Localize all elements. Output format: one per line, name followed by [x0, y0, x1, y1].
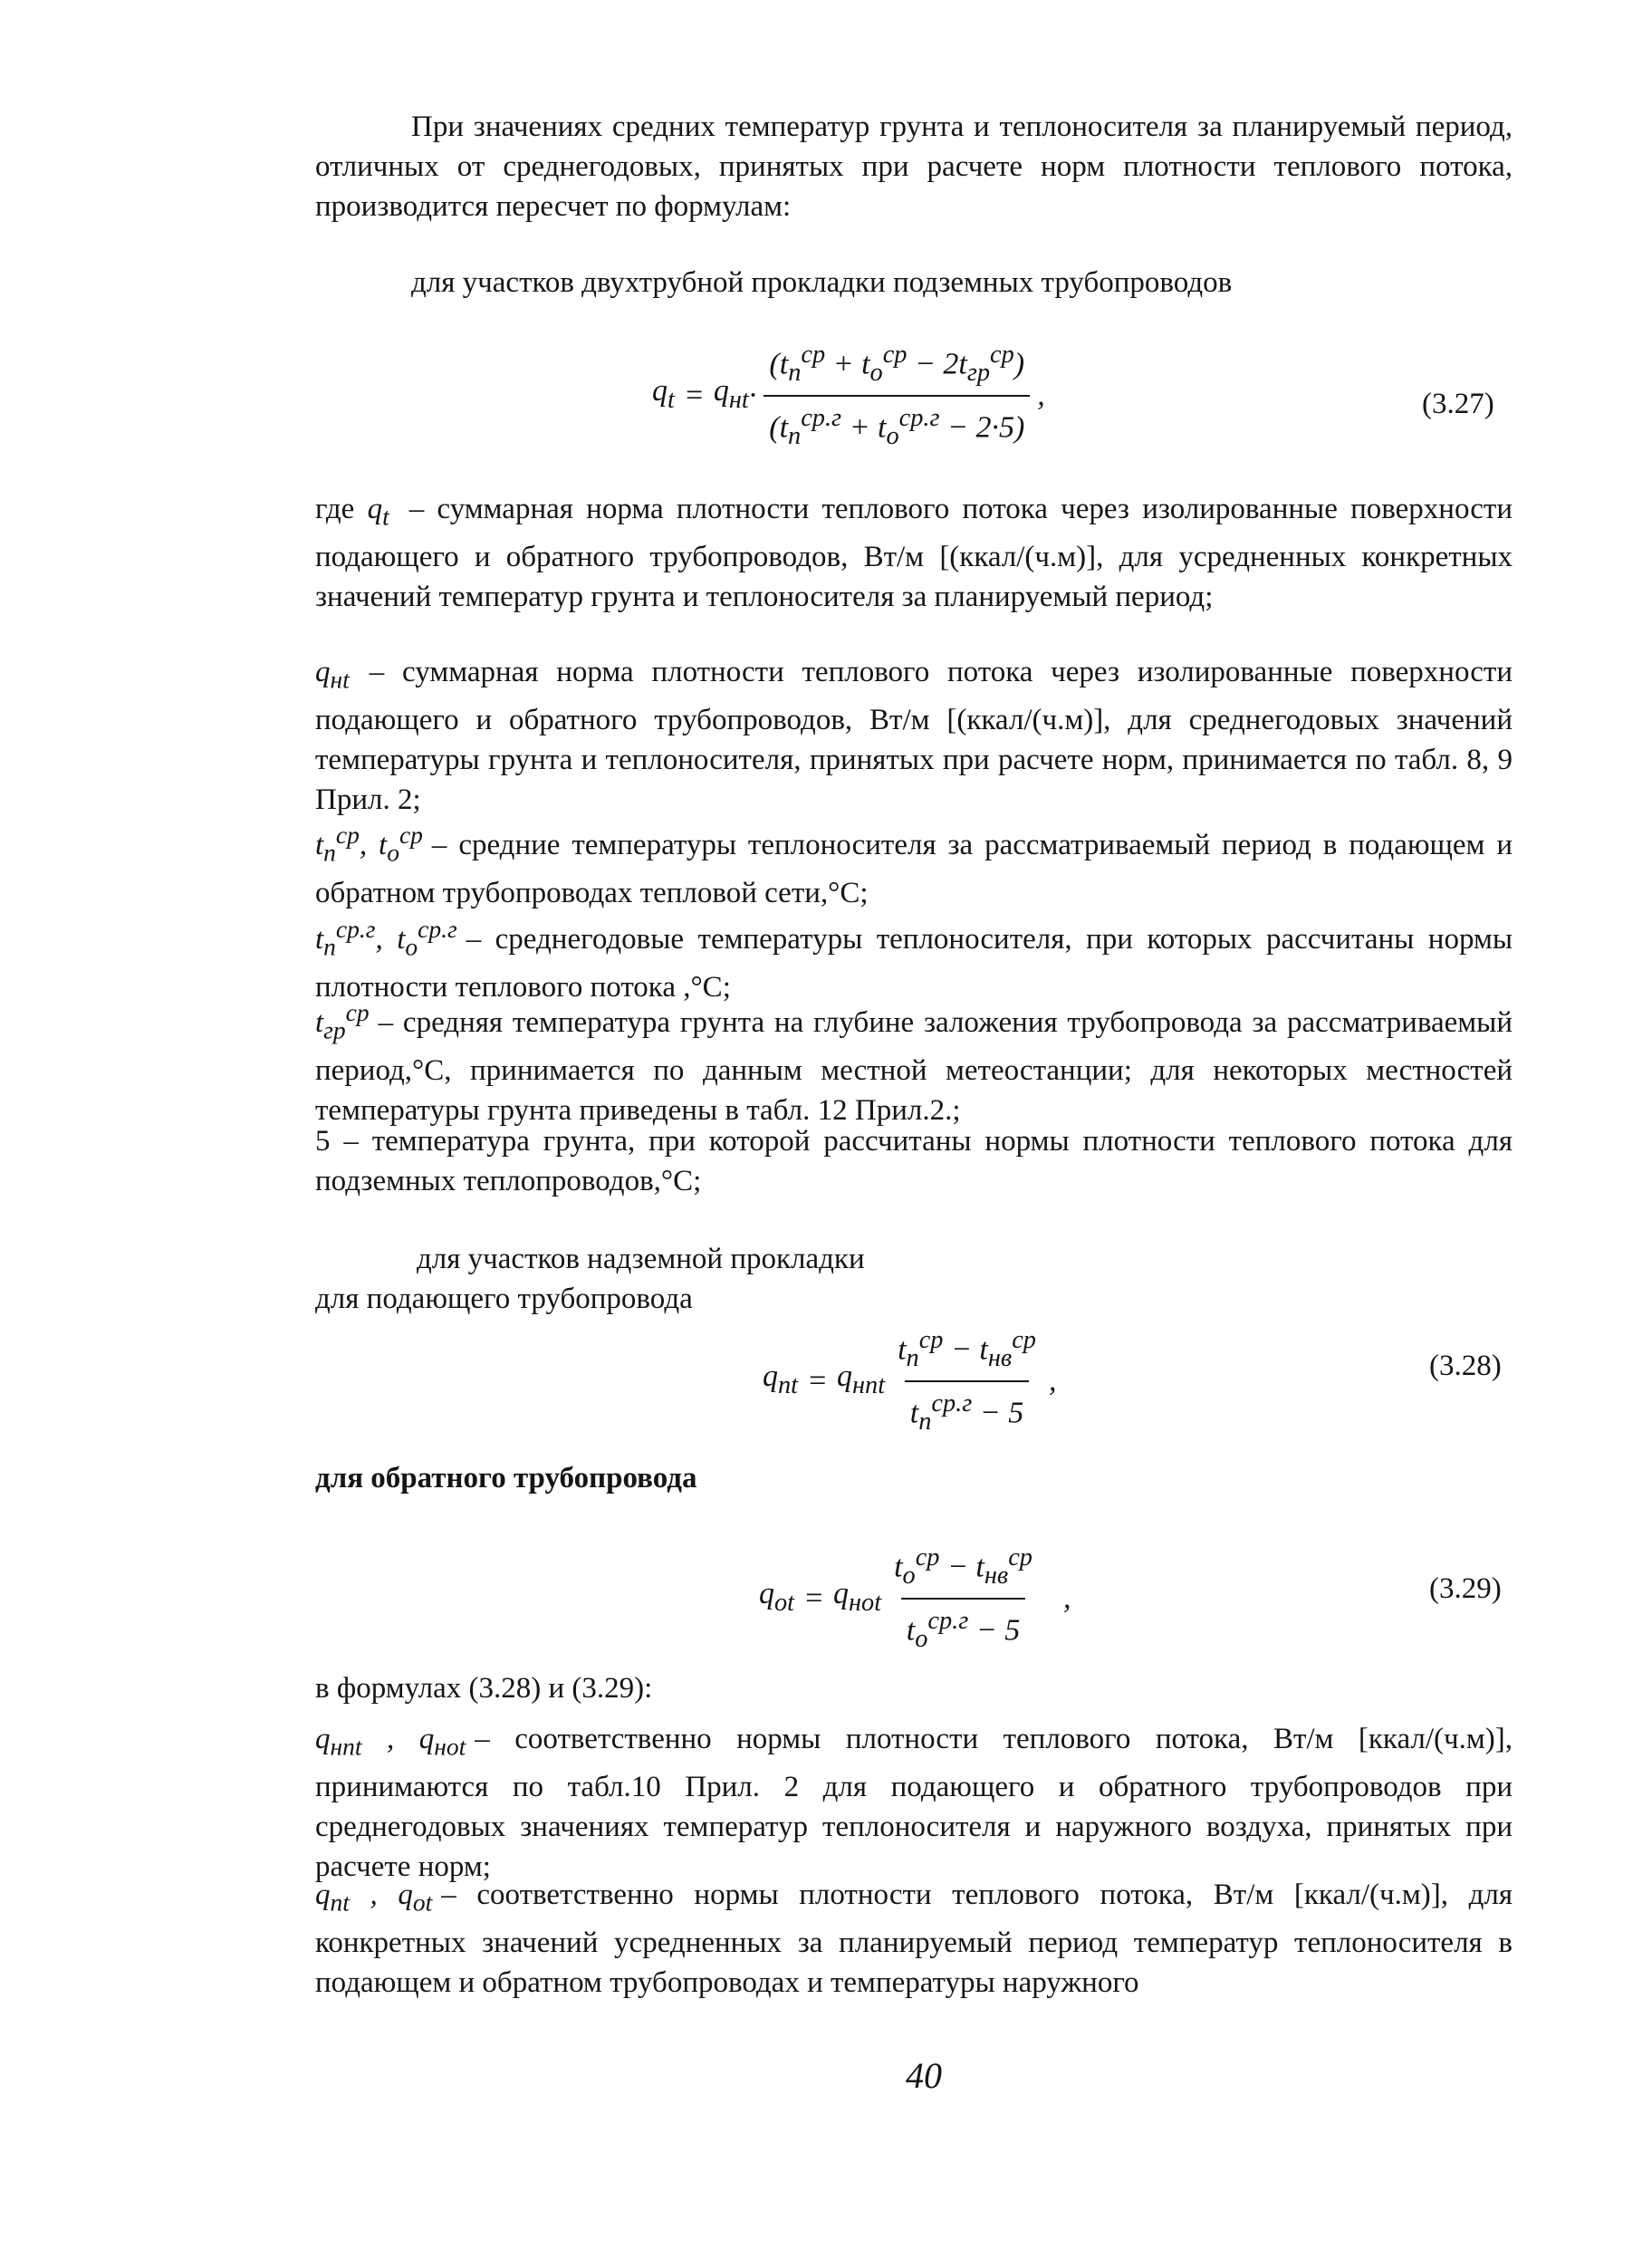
definition-q-nt: $q_{нt}$ – суммарная норма плотности теплового потока через изолированные поверхности подающего и обратного трубопроводов, Вт/м [(ккал/(ч.м)], для среднегодовых значений температуры грунта и теплоносителя, принятых при расчете норм, принимается по табл. 8, 9 Прил. 2; — [315, 656, 1513, 816]
formula-comma: , — [1062, 1581, 1071, 1616]
formula-3-29: $q_{оt}$ = $q_{нot}$ $\frac{t_о^{ср} - t_{нв}^{ср}}{t_о^{ср.г} - 5}$ , — [759, 1540, 1071, 1658]
numerator: $t_о^{ср} - t_{нв}^{ср}$ — [894, 1543, 1032, 1590]
equals-sign: = — [683, 379, 705, 413]
formula-fraction — [764, 337, 1030, 455]
formula-lhs: $q_{оt}$ — [759, 1577, 795, 1618]
equation-number-3-28: (3.28) — [1429, 1350, 1502, 1382]
definition-q-pt-ot: $q_{пt}$ , $q_{оt}$ – соответственно нормы плотности теплового потока, Вт/м [ккал/(ч.м)], для конкретных значений усредненных за планируемый период температур теплоносителя в подающем и обратном трубопроводах и температуры наружного — [315, 1879, 1513, 1999]
formula-3-27 — [652, 337, 1045, 455]
equation-number-3-29: (3.29) — [1429, 1572, 1502, 1605]
formula-coef: $q_{нot}$ — [833, 1577, 882, 1618]
definition-q-t: где $q_t$ – суммарная норма плотности теплового потока через изолированные поверхности подающего и обратного трубопроводов, Вт/м [(ккал/(ч.м)], для усредненных конкретных значений температур грунта и теплоносителя за планируемый период; — [315, 493, 1513, 613]
formula-fraction — [888, 1540, 1038, 1658]
definition-q-npt-not: $q_{нпt}$ , $q_{нot}$ – соответственно нормы плотности теплового потока, Вт/м [ккал/(ч.м)], принимаются по табл.10 Прил. 2 для подающего и обратного трубопроводов при среднегодовых значениях температур теплоносителя и наружного воздуха, принятых при расчете норм; — [315, 1723, 1513, 1883]
denominator: $(t_п^{ср.г} + t_о^{ср.г} - 2\cdot 5)$ — [764, 395, 1030, 455]
formula-3-28: $q_{пt}$ = $q_{нпt}$ $\frac{t_п^{ср} - t_{нв}^{ср}}{t_п^{ср.г} - 5}$ , — [763, 1322, 1056, 1440]
numerator: $t_п^{ср} - t_{нв}^{ср}$ — [898, 1326, 1036, 1373]
page-number: 40 — [906, 2055, 942, 2096]
definition-t-avg: $t_п^{ср}$, $t_о^{ср}$ – средние температуры теплоносителя за рассматриваемый период в подающем и обратном трубопроводах тепловой сети,°С; — [315, 821, 1513, 909]
in-formulas-line: в формулах (3.28) и (3.29): — [315, 1672, 653, 1705]
numerator: $(t_п^{ср} + t_о^{ср} - 2t_{гр}^{ср})$ — [769, 341, 1025, 388]
formula-coef: $q_{нt}$ — [713, 374, 749, 415]
denominator: $t_о^{ср.г} - 5$ — [901, 1598, 1025, 1658]
denominator: $t_п^{ср.г} - 5$ — [905, 1380, 1029, 1440]
dot-operator: · — [748, 379, 757, 413]
section-heading-return: для обратного трубопровода — [315, 1462, 697, 1494]
intro-paragraph: При значениях средних температур грунта и теплоносителя за планируемый период, отличных от среднегодовых, принятых при расчете норм плотности теплового потока, производится пересчет по формулам: — [315, 111, 1513, 223]
formula-lhs: $q_t$ — [652, 374, 675, 415]
definition-five: 5 – температура грунта, при которой рассчитаны нормы плотности теплового потока для подземных теплопроводов,°С; — [315, 1125, 1513, 1197]
definition-t-ground: $t_{гр}^{ср}$ – средняя температура грунта на глубине заложения трубопровода за рассматриваемый период,°С, принимается по данным местной метеостанции; для некоторых местностей температуры грунта приведены в табл. 12 Прил.2.; — [315, 998, 1513, 1127]
formula-lhs: $q_{пt}$ — [763, 1360, 799, 1400]
section-heading-underground: для участков двухтрубной прокладки подземных трубопроводов — [411, 266, 1233, 299]
section-heading-supply: для подающего трубопровода — [315, 1283, 693, 1315]
formula-comma: , — [1037, 379, 1045, 413]
section-heading-aboveground: для участков надземной прокладки — [417, 1243, 865, 1275]
equation-number-3-27: (3.27) — [1422, 388, 1494, 420]
definition-t-annual: $t_п^{ср.г}$, $t_о^{ср.г}$ – среднегодовые температуры теплоносителя, при которых рассчитаны нормы плотности теплового потока ,°С; — [315, 915, 1513, 1004]
formula-fraction — [892, 1322, 1042, 1440]
formula-coef: $q_{нпt}$ — [837, 1360, 886, 1400]
formula-comma: , — [1048, 1364, 1057, 1398]
